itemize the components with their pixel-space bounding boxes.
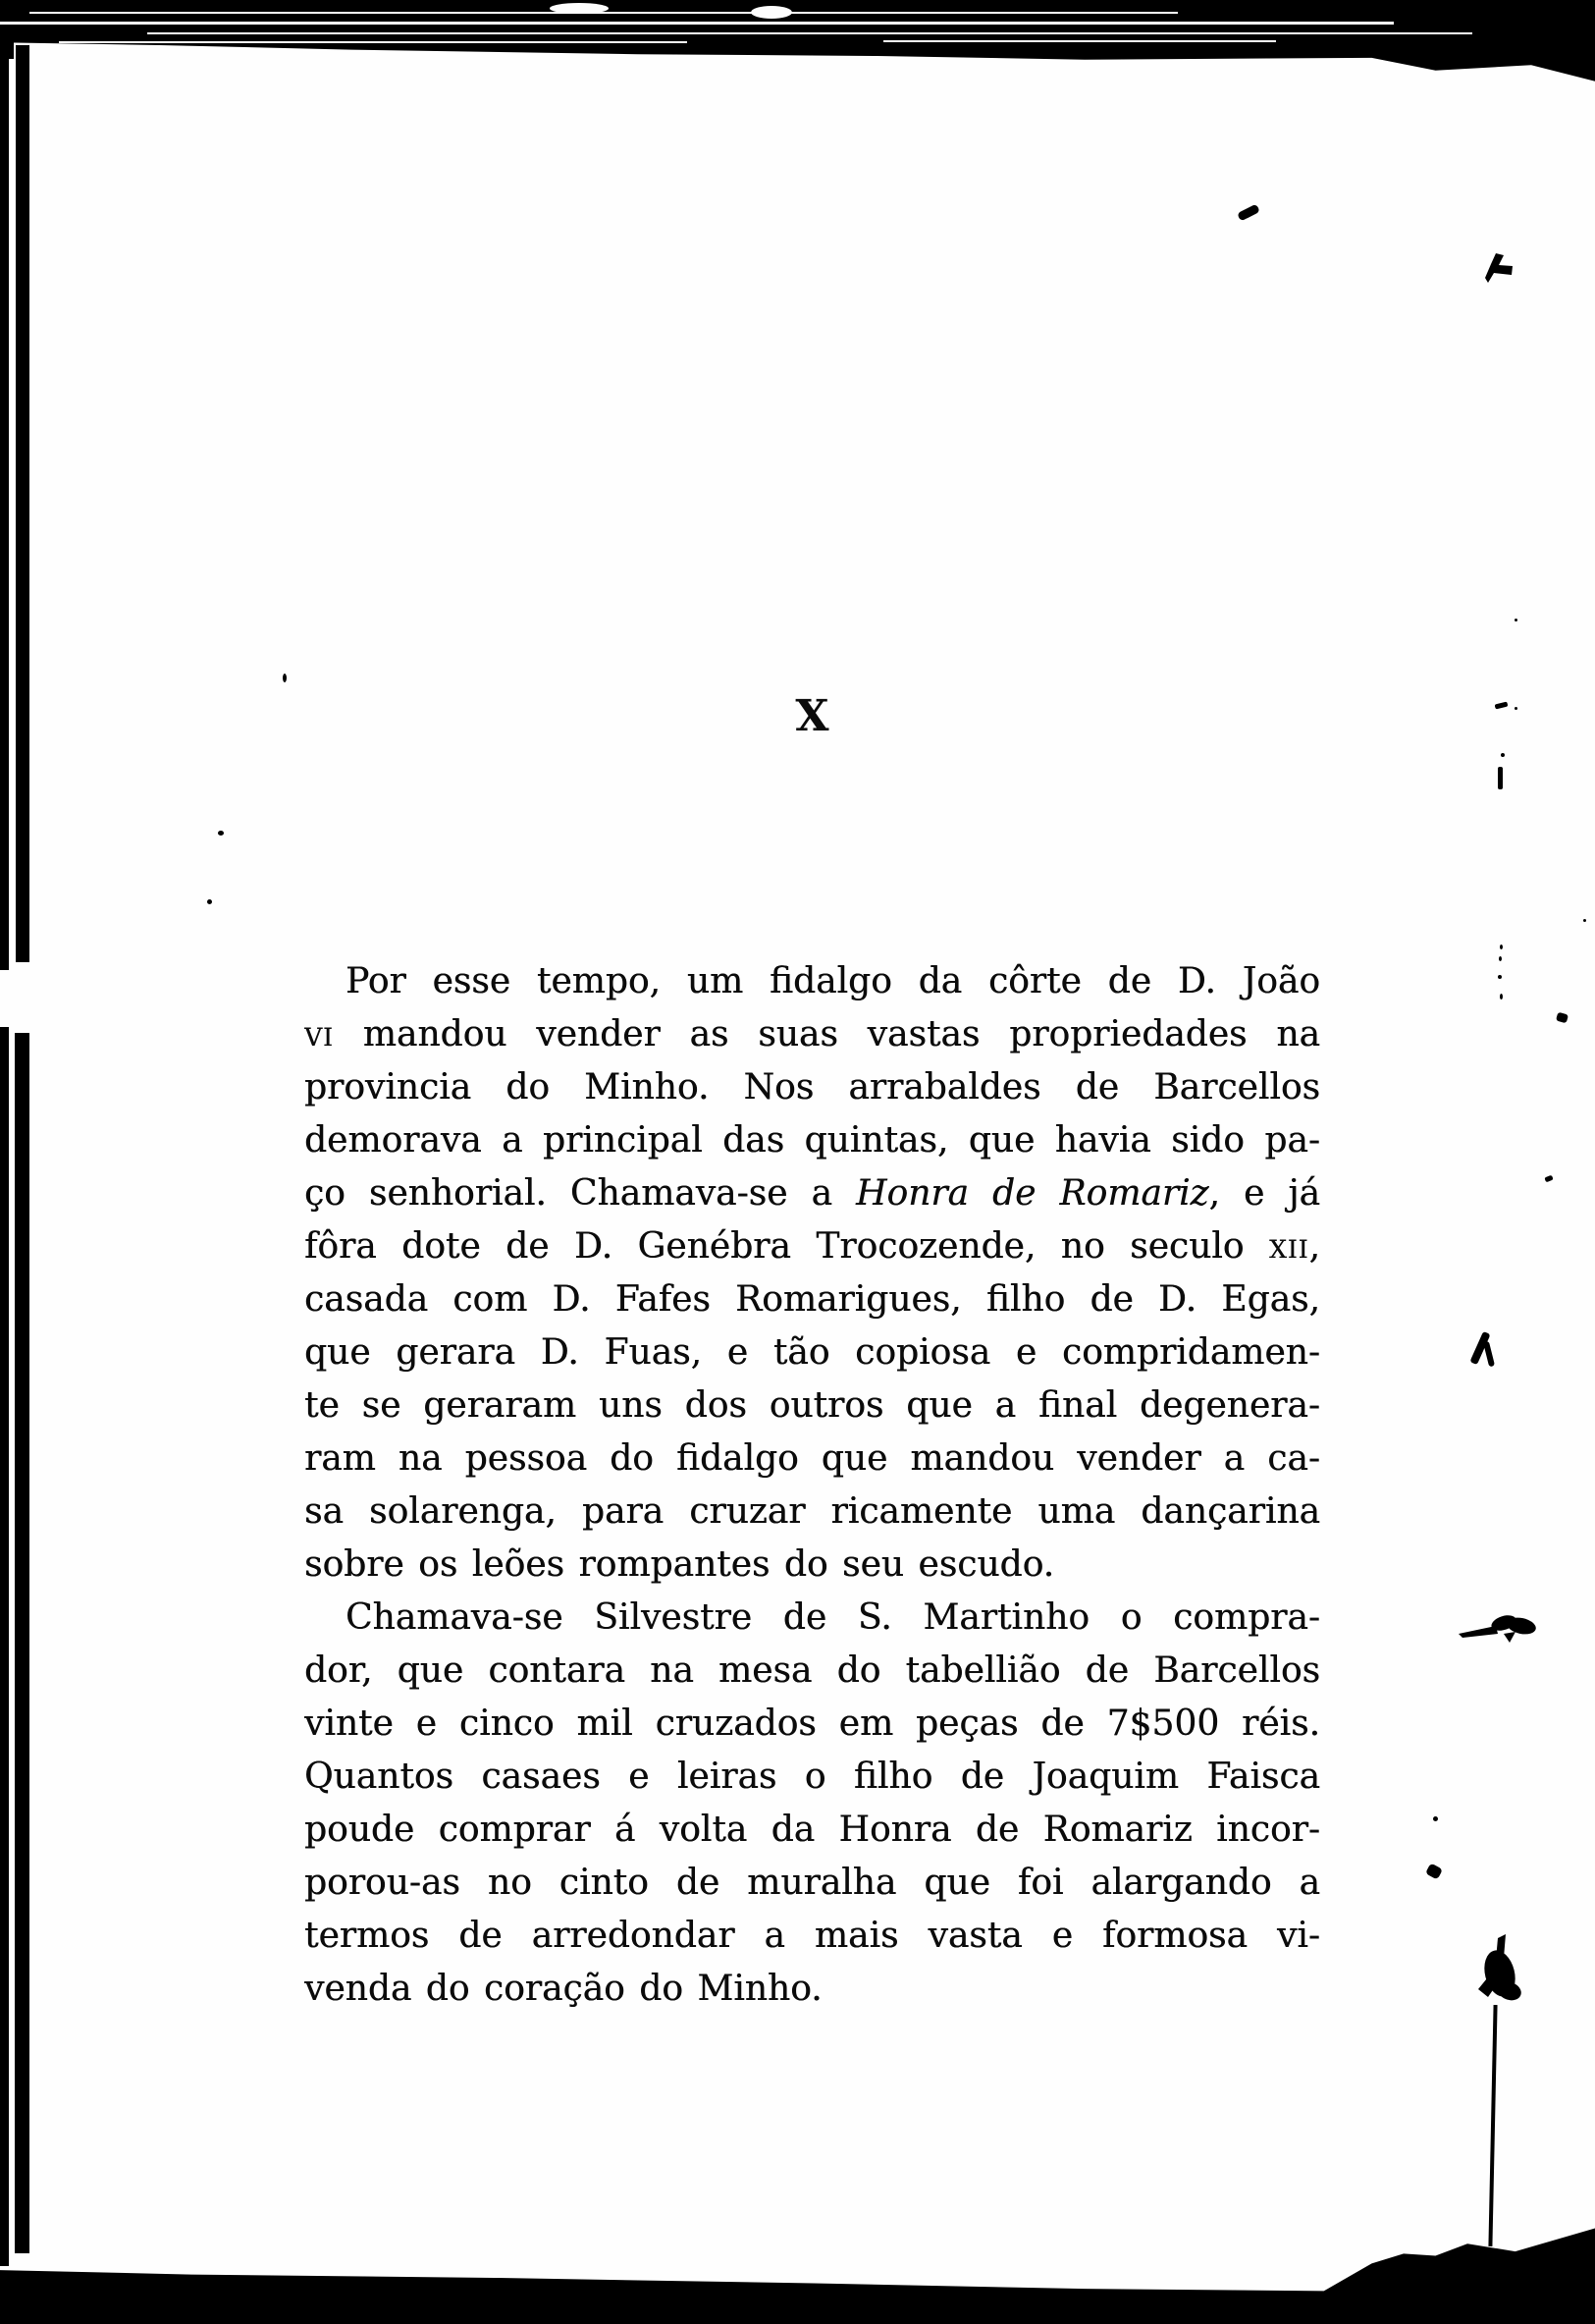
scan-edge-bottom — [0, 2214, 1595, 2324]
ink-speck — [283, 674, 287, 682]
text-line — [304, 1273, 1320, 1326]
text-line — [304, 1220, 1320, 1273]
ink-speck — [1495, 702, 1509, 710]
text-segment: provincia do Minho. Nos arrabaldes de Barcellos — [304, 1067, 1320, 1108]
left-black-stripe — [0, 1027, 9, 2266]
text-segment: Chamava-se Silvestre de S. Martinho o compra- — [346, 1597, 1320, 1638]
text-segment: termos de arredondar a mais vasta e formosa vi- — [304, 1916, 1320, 1956]
text-line — [304, 955, 1320, 1008]
text-segment: casada com D. Fafes Romarigues, filho de D. Egas, — [304, 1279, 1320, 1320]
scan-streak — [751, 6, 792, 19]
text-segment: , — [1308, 1226, 1320, 1267]
text-segment: que gerara D. Fuas, e tão copiosa e compridamen- — [304, 1332, 1320, 1373]
text-line — [304, 1910, 1320, 1963]
scan-streak — [147, 32, 1472, 34]
text-line — [304, 1804, 1320, 1857]
text-line — [304, 1432, 1320, 1486]
text-line — [304, 1751, 1320, 1804]
left-black-stripe — [16, 45, 29, 962]
scan-streak — [550, 3, 609, 14]
text-segment: Por esse tempo, um fidalgo da côrte de D. João — [346, 961, 1320, 1001]
text-segment: sobre os leões rompantes do seu escudo. — [304, 1544, 1055, 1585]
scan-streak — [29, 12, 1178, 14]
text-segment: Quantos casaes e leiras o filho de Joaquim Faisca — [304, 1757, 1320, 1797]
text-segment: porou-as no cinto de muralha que foi alargando a — [304, 1863, 1320, 1903]
left-black-stripe — [15, 1033, 29, 2253]
text-line — [304, 1061, 1320, 1114]
text-line — [304, 1486, 1320, 1539]
ink-scribble-mark — [1483, 1341, 1495, 1368]
ink-speck — [207, 899, 212, 904]
text-line — [304, 1114, 1320, 1167]
text-segment: demorava a principal das quintas, que havia sido pa- — [304, 1120, 1320, 1161]
scan-streak — [0, 22, 1394, 25]
ink-stem-line — [1488, 2005, 1497, 2246]
text-segment: poude comprar á volta da Honra de Romariz incor- — [304, 1810, 1320, 1850]
text-line — [304, 1379, 1320, 1432]
text-segment: ram na pessoa do fidalgo que mandou vender a ca- — [304, 1438, 1320, 1479]
ink-speck — [1583, 919, 1586, 922]
text-segment: vi — [304, 1014, 334, 1054]
text-segment: dor, que contara na mesa do tabellião de Barcellos — [304, 1650, 1320, 1691]
text-segment: fôra dote de D. Genébra Trocozende, no seculo — [304, 1226, 1269, 1267]
ink-blob-mark — [1425, 1863, 1443, 1879]
chapter-number: X — [795, 691, 829, 741]
left-black-stripe — [0, 29, 9, 970]
ink-tick-mark — [1498, 767, 1503, 789]
ink-speck — [1499, 956, 1502, 961]
ink-speck — [1515, 619, 1517, 622]
text-line — [304, 1698, 1320, 1751]
text-line — [304, 1592, 1320, 1645]
text-segment: ço senhorial. Chamava-se a — [304, 1173, 857, 1214]
text-segment: vinte e cinco mil cruzados em peças de 7$500 réis. — [304, 1703, 1320, 1744]
scan-streak — [59, 41, 687, 43]
text-line — [304, 1857, 1320, 1910]
body-text — [304, 955, 1320, 2016]
text-line — [304, 1645, 1320, 1698]
ink-smudge-arrow — [1459, 1610, 1541, 1646]
scan-edge-top — [0, 0, 1595, 59]
ink-speck — [1500, 994, 1503, 1000]
ink-speck — [218, 831, 224, 836]
ink-blob-mark — [1556, 1012, 1568, 1024]
ink-blob-mark — [1485, 253, 1516, 289]
ink-flower-blob — [1470, 1932, 1531, 2013]
ink-speck — [1500, 945, 1503, 949]
text-segment: venda do coração do Minho. — [304, 1969, 823, 2009]
ink-speck — [1544, 1175, 1553, 1183]
ink-dash-mark — [1237, 203, 1260, 221]
scan-streak — [883, 40, 1276, 42]
ink-speck — [1515, 707, 1517, 710]
ink-speck — [1433, 1816, 1438, 1821]
text-segment: , e já — [1208, 1173, 1320, 1214]
text-line — [304, 1539, 1320, 1592]
text-line — [304, 1008, 1320, 1061]
text-segment: te se geraram uns dos outros que a final degenera- — [304, 1385, 1320, 1426]
ink-speck — [1501, 753, 1505, 757]
text-segment: mandou vender as suas vastas propriedades na — [333, 1014, 1320, 1054]
text-segment: Honra de Romariz — [856, 1173, 1209, 1214]
text-segment: sa solarenga, para cruzar ricamente uma dançarina — [304, 1491, 1320, 1532]
text-line — [304, 1167, 1320, 1220]
text-segment: xii — [1268, 1226, 1309, 1267]
ink-speck — [1498, 975, 1502, 979]
text-line — [304, 1326, 1320, 1379]
text-line — [304, 1963, 1320, 2016]
